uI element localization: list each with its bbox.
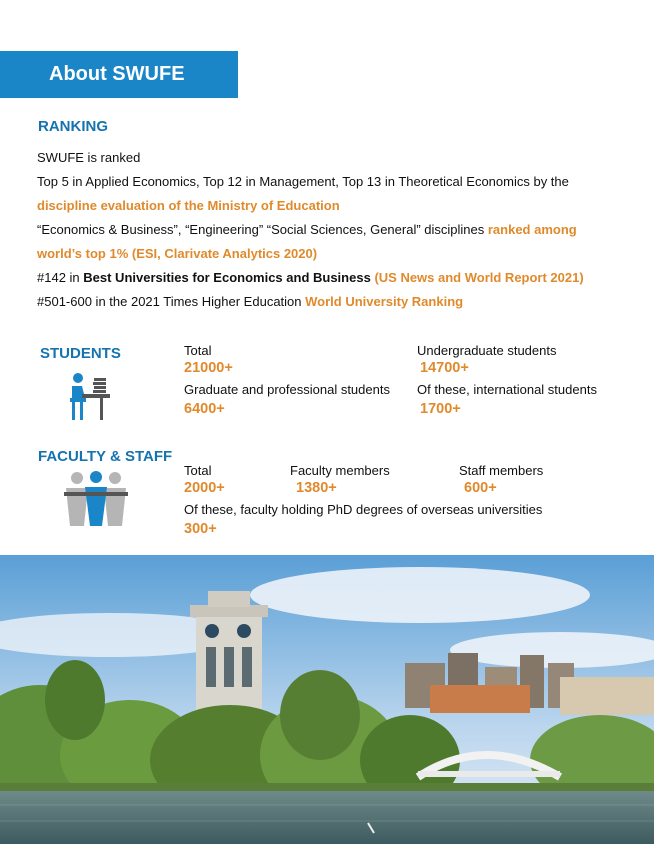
phd-value: 300+ bbox=[184, 521, 217, 537]
faculty-total-label: Total bbox=[184, 463, 212, 478]
page-title-banner bbox=[0, 51, 238, 98]
graduate-value: 6400+ bbox=[184, 401, 225, 417]
student-at-desk-icon bbox=[68, 372, 112, 424]
students-heading: STUDENTS bbox=[40, 345, 121, 362]
faculty-members-label: Faculty members bbox=[290, 463, 390, 478]
phd-label: Of these, faculty holding PhD degrees of overseas universities bbox=[184, 502, 543, 517]
international-label: Of these, international students bbox=[417, 382, 597, 397]
ranking-line-3-highlight: (US News and World Report 2021) bbox=[374, 270, 584, 285]
ranking-line-1: Top 5 in Applied Economics, Top 12 in Management, Top 13 in Theoretical Economics by the bbox=[37, 174, 569, 189]
students-total-value: 21000+ bbox=[184, 360, 233, 376]
international-value: 1700+ bbox=[420, 401, 461, 417]
ranking-heading: RANKING bbox=[38, 118, 108, 135]
ranking-line-4-highlight: World University Ranking bbox=[305, 294, 464, 309]
ranking-line-3-bold: Best Universities for Economics and Business bbox=[83, 270, 371, 285]
ranking-line-4 bbox=[37, 294, 463, 309]
ranking-intro: SWUFE is ranked bbox=[37, 150, 141, 165]
campus-photo bbox=[0, 555, 654, 844]
undergraduate-label: Undergraduate students bbox=[417, 343, 557, 358]
graduate-label: Graduate and professional students bbox=[184, 382, 390, 397]
ranking-line-4-prefix: #501-600 in the 2021 Times Higher Education bbox=[37, 294, 306, 309]
ranking-line-2-highlight: ranked among bbox=[487, 222, 577, 237]
faculty-members-value: 1380+ bbox=[296, 480, 337, 496]
faculty-total-value: 2000+ bbox=[184, 480, 225, 496]
staff-members-label: Staff members bbox=[459, 463, 544, 478]
ranking-line-2 bbox=[37, 222, 577, 237]
ranking-line-2-highlight-cont: world’s top 1% (ESI, Clarivate Analytics 2020) bbox=[37, 246, 318, 261]
ranking-line-3-prefix: #142 in bbox=[37, 270, 84, 285]
group-of-people-icon bbox=[64, 470, 128, 528]
ranking-line-2-text: “Economics & Business”, “Engineering” “Social Sciences, General” disciplines bbox=[37, 222, 488, 237]
ranking-line-3 bbox=[37, 270, 584, 285]
ranking-line-1-highlight: discipline evaluation of the Ministry of Education bbox=[37, 198, 340, 213]
students-total-label: Total bbox=[184, 343, 212, 358]
page-title: About SWUFE bbox=[49, 63, 185, 85]
faculty-heading: FACULTY & STAFF bbox=[38, 448, 173, 465]
staff-members-value: 600+ bbox=[464, 480, 497, 496]
undergraduate-value: 14700+ bbox=[420, 360, 469, 376]
